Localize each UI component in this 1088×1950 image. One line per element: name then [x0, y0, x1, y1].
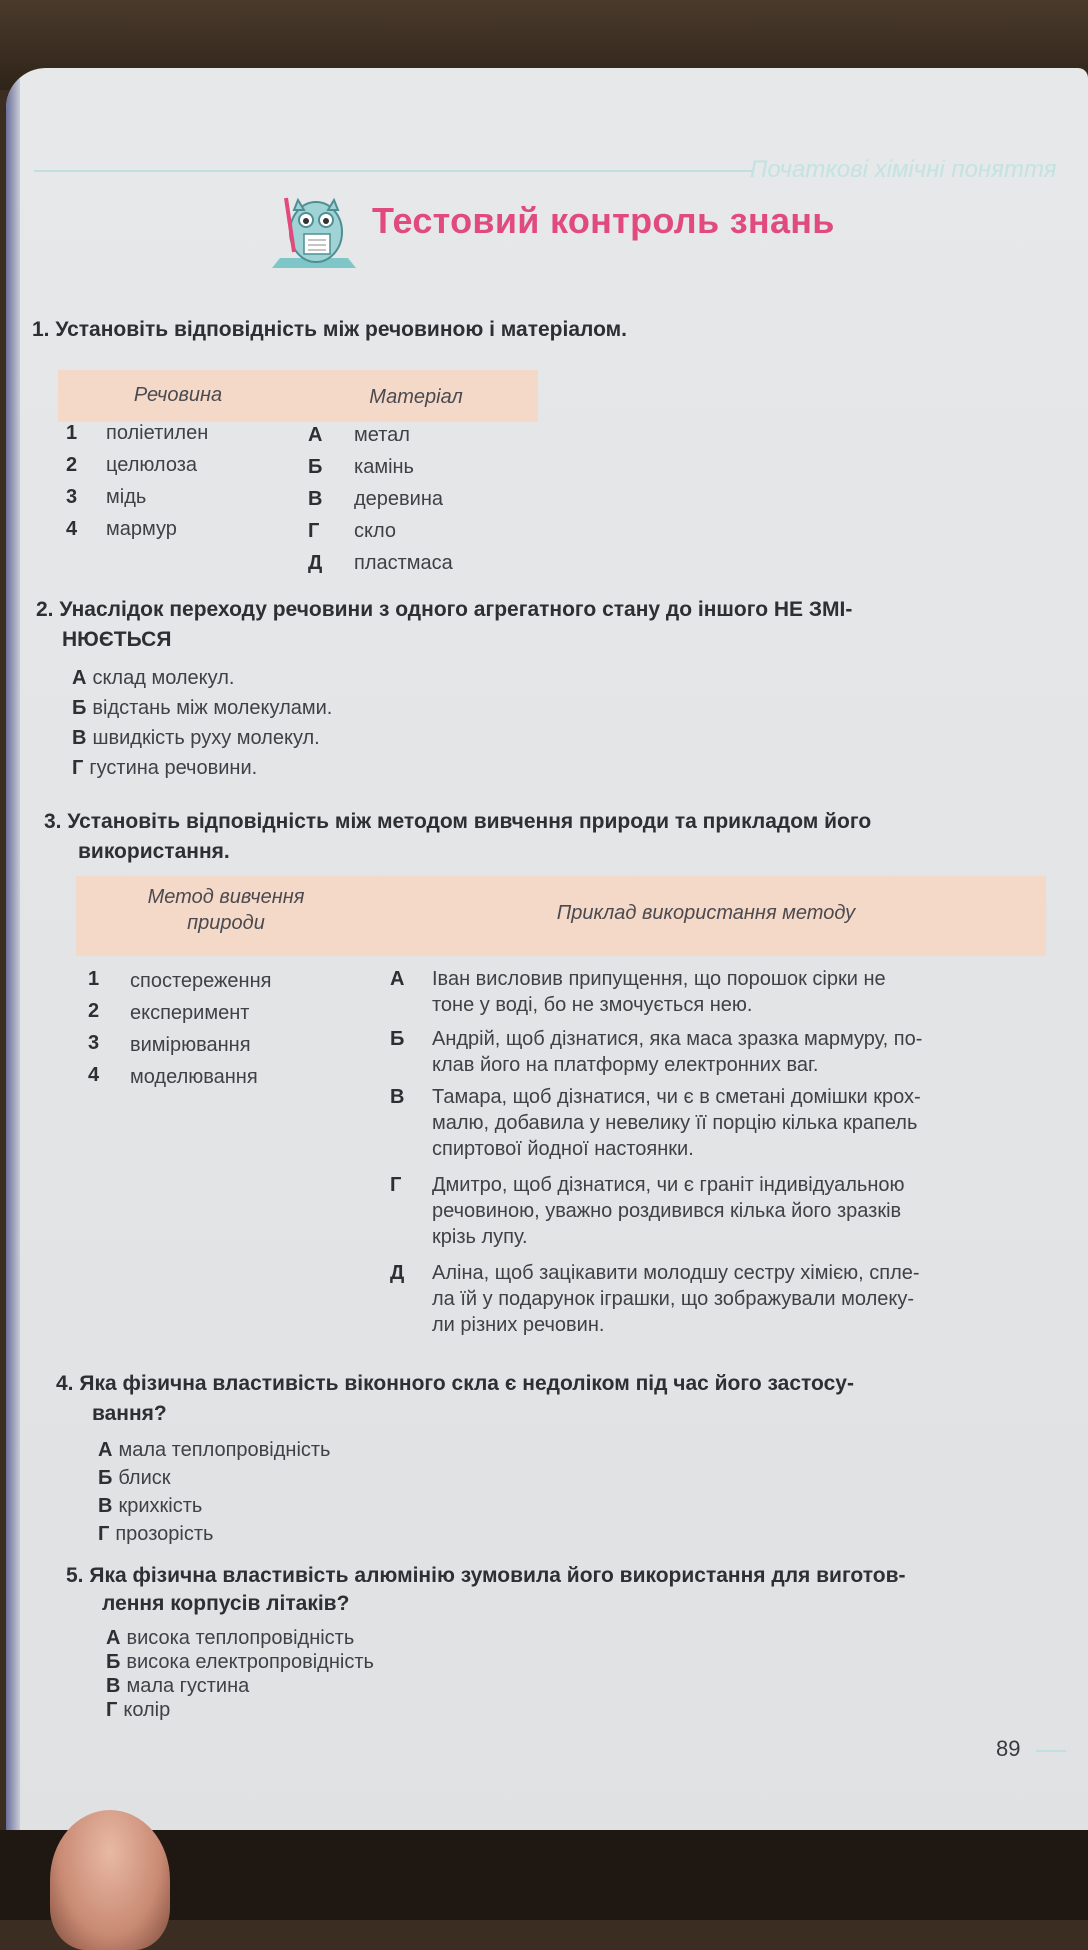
q1-left-num: 2 — [66, 454, 78, 476]
q1-left-item: мідь — [106, 486, 147, 508]
q1-right-item: деревина — [354, 488, 444, 510]
q5-option: Б висока електропровідність — [106, 1651, 374, 1673]
q3-left-item: вимірювання — [130, 1034, 251, 1056]
q1-left-item: мармур — [106, 518, 177, 540]
question-2-line-1: 2. Унаслідок переходу речовини з одного агрегатного стану до іншого НЕ ЗМІ- — [36, 598, 853, 621]
page-spine-shadow — [6, 68, 20, 1868]
q1-right-item: пластмаса — [354, 552, 453, 574]
q3-right-letter: Б — [390, 1028, 405, 1050]
q1-left-num: 4 — [66, 518, 78, 540]
thumb — [50, 1810, 170, 1950]
q3-right-letter: А — [390, 968, 405, 990]
q2-option: В швидкість руху молекул. — [72, 727, 320, 749]
q1-right-letter: В — [308, 488, 323, 510]
q1-left-num: 3 — [66, 486, 78, 508]
question-4-line-1: 4. Яка фізична властивість віконного скла є недоліком під час його застосу- — [56, 1372, 854, 1395]
question-2-line-2: НЮЄТЬСЯ — [62, 628, 172, 651]
q4-option: В крихкість — [98, 1495, 203, 1517]
q4-option: Б блиск — [98, 1467, 171, 1489]
q1-col-substance: Речовина — [133, 384, 223, 406]
q2-option: Г густина речовини. — [72, 757, 258, 779]
page-number: 89 — [996, 1736, 1021, 1761]
section-header: Початкові хімічні поняття — [750, 156, 1057, 183]
q3-right-example: Дмитро, щоб дізнатися, чи є граніт індивідуальною речовиною, уважно роздивився кілька його зразків крізь лупу. — [432, 1174, 905, 1248]
q3-left-item: спостереження — [130, 970, 272, 992]
q3-right-example: Аліна, щоб зацікавити молодшу сестру хімією, спле- ла їй у подарунок іграшки, що зображували молеку- ли різних речовин. — [432, 1262, 920, 1336]
q1-left-item: целюлоза — [106, 454, 198, 476]
q3-col-example: Приклад використання методу — [556, 902, 856, 924]
q1-right-letter: А — [308, 424, 323, 446]
question-4-line-2: вання? — [92, 1402, 167, 1425]
q3-right-example: Тамара, щоб дізнатися, чи є в сметані домішки крох- малю, добавила у невелику її порцію кілька крапель спиртової йодної настоянки. — [432, 1086, 921, 1160]
question-5-line-2: лення корпусів літаків? — [102, 1592, 350, 1615]
q1-right-letter: Б — [308, 456, 323, 478]
q1-right-letter: Д — [308, 552, 323, 574]
page-title: Тестовий контроль знань — [372, 200, 835, 241]
q4-option: Г прозорість — [98, 1523, 214, 1545]
q1-left-num: 1 — [66, 422, 78, 444]
q3-left-num: 4 — [88, 1064, 100, 1086]
header-rule — [34, 170, 754, 172]
question-1: 1. Установіть відповідність між речовиною і матеріалом. — [32, 318, 627, 341]
q3-col-method: Метод вивчення природи — [147, 886, 305, 934]
q3-left-num: 2 — [88, 1000, 100, 1022]
question-5-line-1: 5. Яка фізична властивість алюмінію зумовила його використання для виготов- — [66, 1564, 906, 1587]
textbook-page — [6, 68, 1088, 1868]
q1-right-item: метал — [354, 424, 410, 446]
page-number-rule — [1036, 1750, 1066, 1752]
q1-left-item: поліетилен — [106, 422, 209, 444]
owl-mascot-icon — [268, 188, 360, 276]
q4-option: А мала теплопровідність — [98, 1439, 331, 1461]
q5-option: В мала густина — [106, 1675, 250, 1697]
q3-left-num: 1 — [88, 968, 100, 990]
q1-col-material: Матеріал — [369, 386, 463, 408]
q3-right-letter: Г — [390, 1174, 402, 1196]
q2-option: Б відстань між молекулами. — [72, 697, 333, 719]
q5-option: А висока теплопровідність — [106, 1627, 355, 1649]
q1-right-item: скло — [354, 520, 396, 542]
q3-right-letter: В — [390, 1086, 405, 1108]
q3-left-item: експеримент — [130, 1002, 250, 1024]
q2-option: А склад молекул. — [72, 667, 235, 689]
q3-right-example: Іван висловив припущення, що порошок сірки не тоне у воді, бо не змочується нею. — [432, 968, 886, 1016]
q5-option: Г колір — [106, 1699, 171, 1721]
question-3-line-2: використання. — [78, 840, 230, 863]
q1-right-letter: Г — [308, 520, 320, 542]
q3-left-item: моделювання — [130, 1066, 258, 1088]
q3-right-example: Андрій, щоб дізнатися, яка маса зразка мармуру, по- клав його на платформу електронних ваг. — [432, 1028, 923, 1076]
q3-left-num: 3 — [88, 1032, 100, 1054]
q3-right-letter: Д — [390, 1262, 405, 1284]
question-3-line-1: 3. Установіть відповідність між методом вивчення природи та прикладом його — [44, 810, 872, 833]
q1-right-item: камінь — [354, 456, 414, 478]
